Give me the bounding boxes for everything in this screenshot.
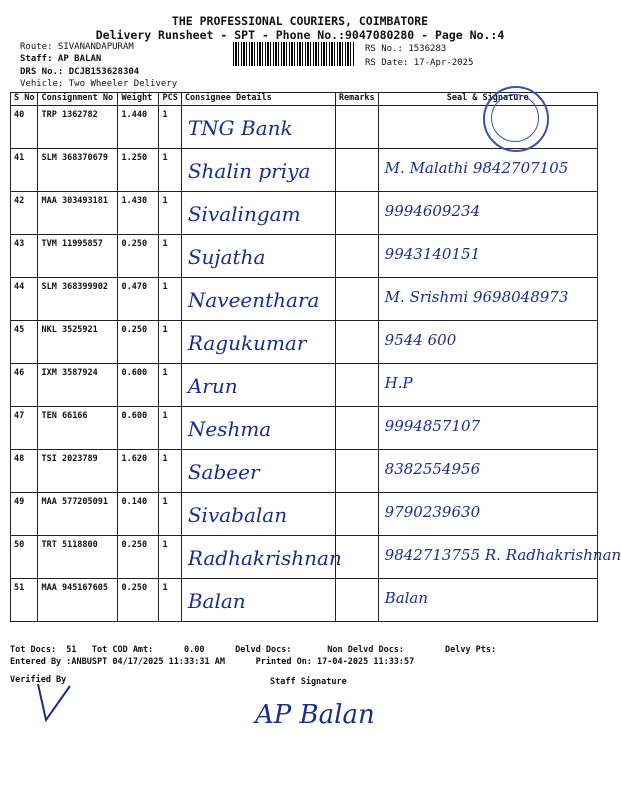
row-remarks (335, 450, 378, 493)
table-row (11, 192, 598, 235)
verified-tick-mark (30, 680, 80, 725)
table-row (11, 235, 598, 278)
rs-number: RS No.: 1536283 (365, 44, 447, 54)
signature-handwriting: 9994609234 (384, 202, 481, 220)
row-weight: 1.620 (118, 450, 159, 493)
signature-handwriting: Balan (384, 589, 429, 607)
row-seal-signature (378, 235, 597, 278)
route-label: Route: SIVANANDAPURAM (20, 42, 134, 52)
row-weight: 1.250 (118, 149, 159, 192)
signature-handwriting: 9790239630 (384, 503, 481, 521)
row-sno: 51 (11, 579, 38, 622)
consignee-handwriting: Sabeer (187, 460, 260, 484)
runsheet-table (10, 92, 621, 622)
row-seal-signature (378, 579, 597, 622)
row-consignment: SLM 368399902 (38, 278, 118, 321)
signature-handwriting: 8382554956 (384, 460, 481, 478)
row-remarks (335, 106, 378, 149)
row-consignee (181, 493, 335, 536)
row-pcs: 1 (159, 149, 181, 192)
row-sno: 42 (11, 192, 38, 235)
row-pcs: 1 (159, 536, 181, 579)
vehicle-label: Vehicle: Two Wheeler Delivery (20, 79, 178, 89)
row-consignee (181, 364, 335, 407)
row-sno: 47 (11, 407, 38, 450)
row-remarks (335, 192, 378, 235)
company-seal-inner (491, 94, 539, 142)
signature-handwriting: 9544 600 (384, 331, 457, 349)
row-pcs: 1 (159, 106, 181, 149)
entered-line: Entered By :ANBUSPT 04/17/2025 11:33:31 AM Printed On: 17-04-2025 11:33:57 (10, 657, 415, 667)
row-weight: 1.430 (118, 192, 159, 235)
drs-label: DRS No.: DCJB153628304 (20, 67, 140, 77)
row-consignment: TEN 66166 (38, 407, 118, 450)
consignee-handwriting: Naveenthara (187, 288, 320, 312)
row-remarks (335, 278, 378, 321)
row-consignee (181, 235, 335, 278)
row-seal-signature (378, 364, 597, 407)
signature-handwriting: 9943140151 (384, 245, 481, 263)
row-weight: 0.600 (118, 364, 159, 407)
col-consignee: Consignee Details (181, 93, 335, 106)
row-weight: 0.250 (118, 536, 159, 579)
consignee-handwriting: Radhakrishnan (187, 546, 342, 570)
table-row (11, 278, 598, 321)
row-remarks (335, 364, 378, 407)
signature-handwriting: 9994857107 (384, 417, 481, 435)
row-weight: 0.600 (118, 407, 159, 450)
row-consignment: SLM 368370679 (38, 149, 118, 192)
consignee-handwriting: Arun (187, 374, 238, 398)
row-consignment: MAA 303493181 (38, 192, 118, 235)
row-sno: 44 (11, 278, 38, 321)
signature-handwriting: 9842713755 R. Radhakrishnan (384, 546, 621, 564)
row-weight: 0.250 (118, 321, 159, 364)
barcode (233, 42, 355, 66)
row-pcs: 1 (159, 450, 181, 493)
consignee-handwriting: Sivabalan (187, 503, 288, 527)
row-consignment: TRT 5118800 (38, 536, 118, 579)
table-row (11, 149, 598, 192)
signature-handwriting: H.P (384, 374, 413, 392)
col-seal: Seal & Signature (378, 93, 597, 106)
row-weight: 0.470 (118, 278, 159, 321)
row-consignee (181, 321, 335, 364)
row-consignee (181, 192, 335, 235)
row-consignment: TVM 11995857 (38, 235, 118, 278)
row-consignment: IXM 3587924 (38, 364, 118, 407)
row-remarks (335, 579, 378, 622)
verified-label: Verified By (10, 675, 67, 685)
signature-handwriting: M. Srishmi 9698048973 (384, 288, 569, 306)
row-remarks (335, 493, 378, 536)
row-remarks (335, 321, 378, 364)
row-seal-signature (378, 450, 597, 493)
row-consignment: NKL 3525921 (38, 321, 118, 364)
table-row (11, 579, 598, 622)
table-row (11, 450, 598, 493)
row-consignment: MAA 945167605 (38, 579, 118, 622)
row-consignee (181, 149, 335, 192)
row-consignment: TSI 2023789 (38, 450, 118, 493)
staff-label: Staff: AP BALAN (20, 54, 102, 64)
row-consignee (181, 579, 335, 622)
row-sno: 46 (11, 364, 38, 407)
row-weight: 0.140 (118, 493, 159, 536)
staff-signature-label: Staff Signature (270, 677, 347, 687)
table-row (11, 536, 598, 579)
consignee-handwriting: Balan (187, 589, 246, 613)
row-seal-signature (378, 192, 597, 235)
col-consignment: Consignment No (38, 93, 118, 106)
row-consignee (181, 450, 335, 493)
row-sno: 45 (11, 321, 38, 364)
row-consignee (181, 536, 342, 579)
row-seal-signature (378, 278, 597, 321)
row-consignee (181, 278, 335, 321)
row-seal-signature (378, 407, 597, 450)
row-sno: 41 (11, 149, 38, 192)
row-pcs: 1 (159, 364, 181, 407)
row-consignee (181, 106, 335, 149)
company-title: THE PROFESSIONAL COURIERS, COIMBATORE (171, 14, 429, 28)
row-sno: 48 (11, 450, 38, 493)
row-seal-signature (378, 536, 621, 579)
consignee-handwriting: TNG Bank (187, 116, 293, 140)
row-sno: 40 (11, 106, 38, 149)
row-remarks (335, 235, 378, 278)
row-remarks (335, 536, 378, 579)
row-seal-signature (378, 321, 597, 364)
totals-line: Tot Docs: 51 Tot COD Amt: 0.00 Delvd Docs: Non Delvd Docs: Delvy Pts: (10, 645, 497, 655)
col-remarks: Remarks (335, 93, 378, 106)
runsheet-subtitle: Delivery Runsheet - SPT - Phone No.:9047080280 - Page No.:4 (95, 28, 505, 42)
row-consignment: TRP 1362782 (38, 106, 118, 149)
table-row (11, 321, 598, 364)
consignee-handwriting: Sivalingam (187, 202, 301, 226)
row-pcs: 1 (159, 493, 181, 536)
col-pcs: PCS (159, 93, 181, 106)
row-sno: 43 (11, 235, 38, 278)
signature-handwriting: M. Malathi 9842707105 (384, 159, 569, 177)
col-weight: Weight (118, 93, 159, 106)
row-sno: 50 (11, 536, 38, 579)
row-weight: 0.250 (118, 235, 159, 278)
col-sno: S No (11, 93, 38, 106)
table-row (11, 407, 598, 450)
table-row (11, 493, 598, 536)
row-remarks (335, 149, 378, 192)
row-pcs: 1 (159, 407, 181, 450)
rs-date: RS Date: 17-Apr-2025 (365, 58, 474, 68)
row-pcs: 1 (159, 235, 181, 278)
row-weight: 0.250 (118, 579, 159, 622)
consignee-handwriting: Ragukumar (187, 331, 307, 355)
row-pcs: 1 (159, 278, 181, 321)
staff-signature-handwriting: AP Balan (255, 700, 375, 730)
consignee-handwriting: Sujatha (187, 245, 266, 269)
row-sno: 49 (11, 493, 38, 536)
row-pcs: 1 (159, 192, 181, 235)
row-pcs: 1 (159, 321, 181, 364)
table-row (11, 364, 598, 407)
row-seal-signature (378, 493, 597, 536)
consignee-handwriting: Neshma (187, 417, 272, 441)
row-consignment: MAA 577205091 (38, 493, 118, 536)
consignee-handwriting: Shalin priya (187, 159, 311, 183)
row-seal-signature (378, 149, 597, 192)
row-pcs: 1 (159, 579, 181, 622)
row-consignee (181, 407, 335, 450)
row-remarks (335, 407, 378, 450)
row-weight: 1.440 (118, 106, 159, 149)
